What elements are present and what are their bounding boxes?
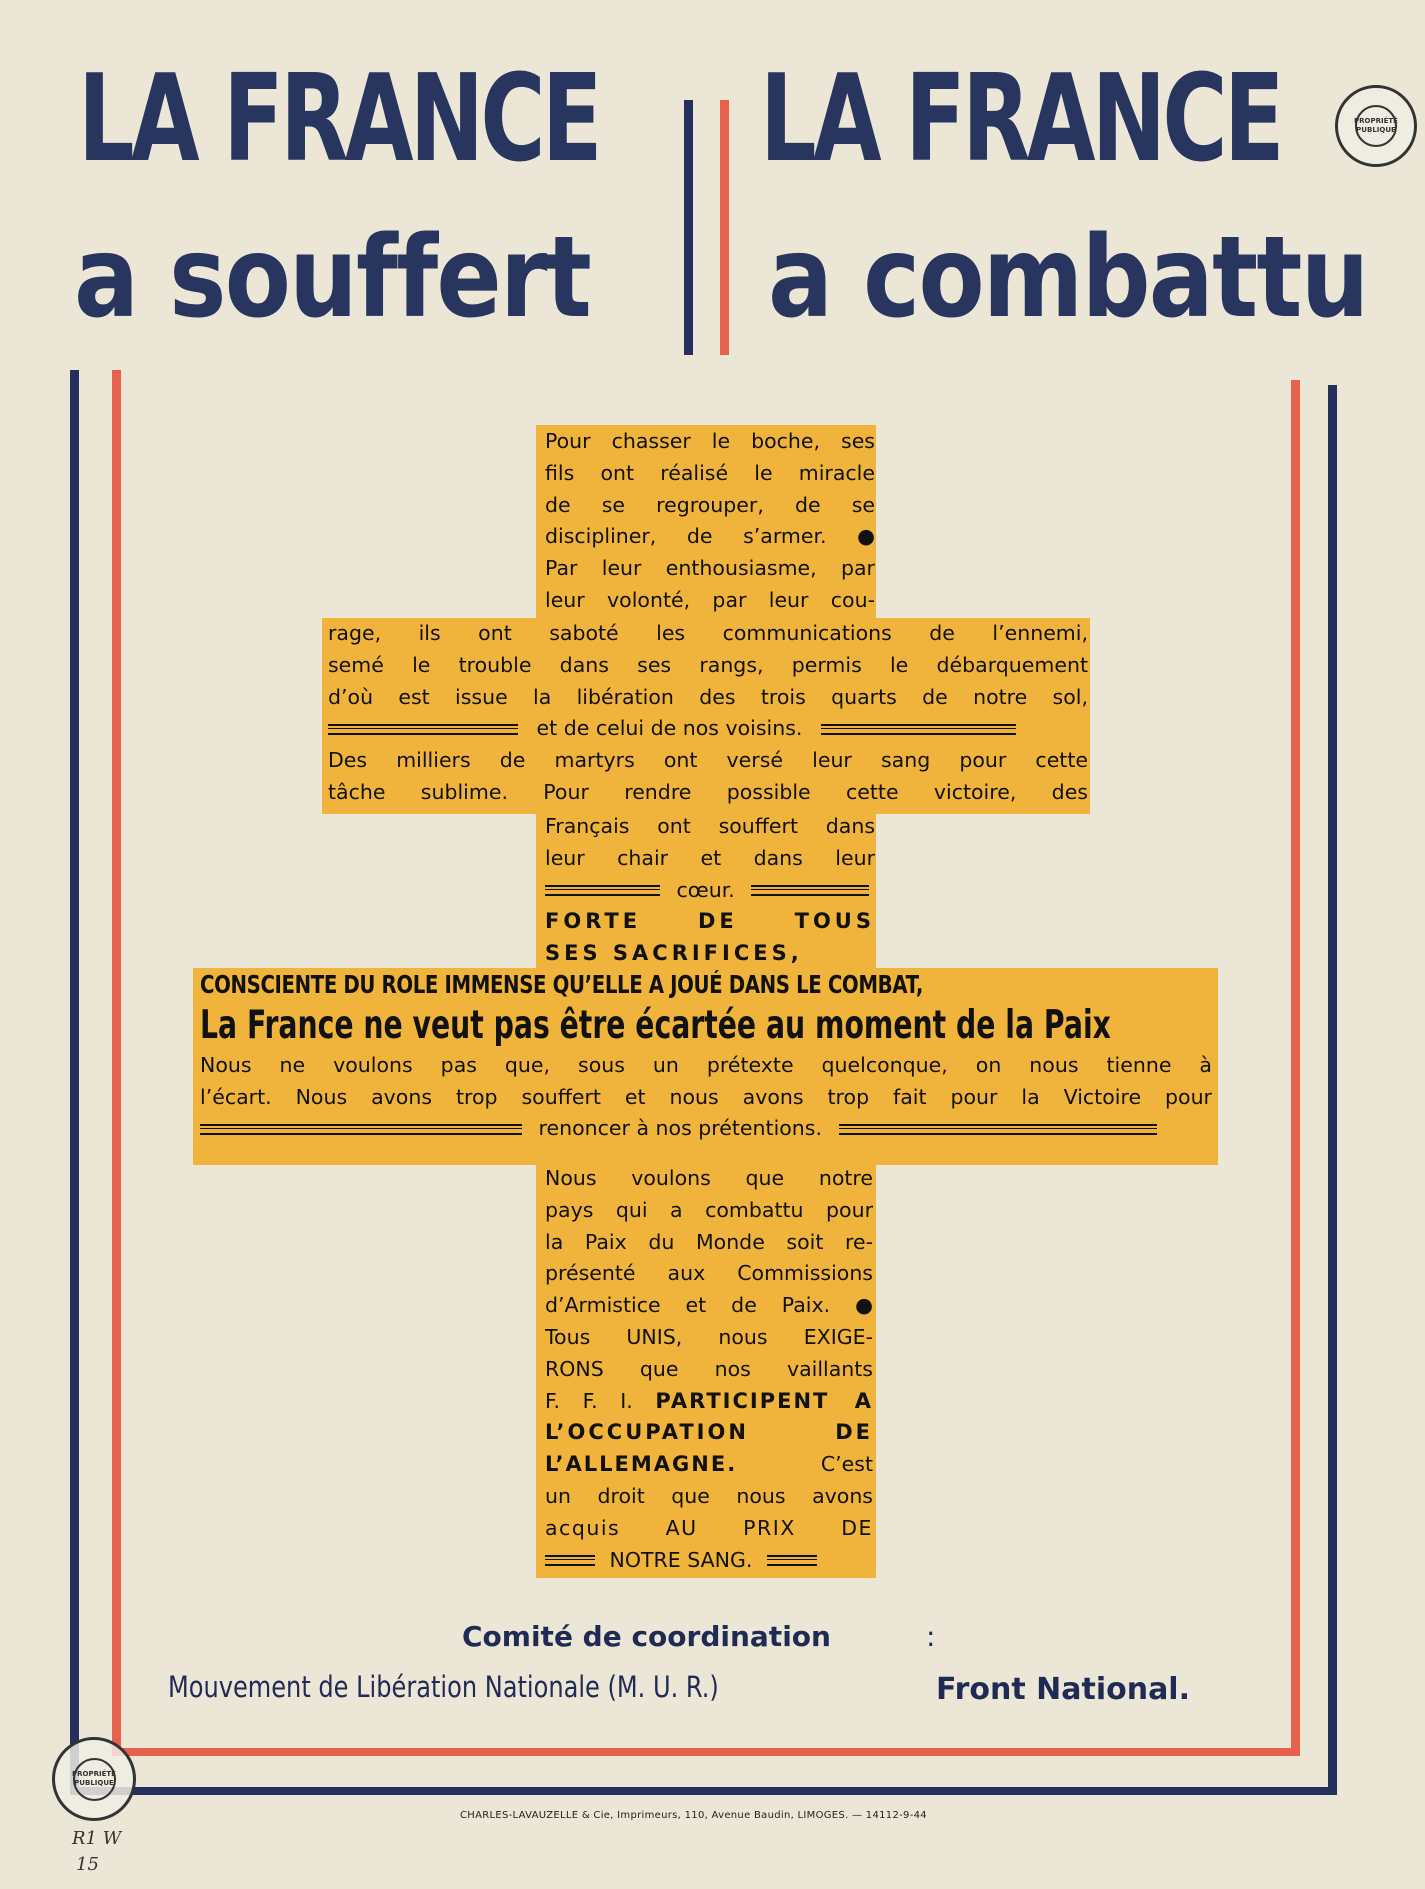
decorative-rule [545, 1555, 595, 1566]
text-line-with-rules [545, 875, 875, 907]
text-line: SES SACRIFICES, [545, 941, 803, 966]
headline-right-line1: LA FRANCE [760, 50, 1281, 189]
text-segment: NOTRE SANG. [609, 1547, 753, 1572]
text-line [545, 1386, 873, 1418]
text-segment: renoncer à nos prétentions. [538, 1116, 822, 1140]
text-line: RONS que nos vaillants [545, 1356, 873, 1381]
text-line: discipliner, de s’armer. ● [545, 524, 875, 549]
handwritten-reference-line2: 15 [76, 1854, 99, 1875]
org-mouvement-liberation: Mouvement de Libération Nationale (M. U. R.) [168, 1670, 719, 1704]
archive-stamp-top-right [1335, 85, 1417, 167]
cross-lower-arm-text [200, 968, 1212, 1145]
statement-main: La France ne veut pas être écartée au moment de la Paix [200, 1003, 1111, 1048]
headline-right-line2: a combattu [768, 213, 1368, 343]
decorative-rule [200, 1124, 522, 1135]
stamp-text: PROPRIÉTÉ PUBLIQUE [1354, 117, 1398, 134]
statement-caps: CONSCIENTE DU ROLE IMMENSE QU’ELLE A JOUÉ DANS LE COMBAT, [200, 970, 923, 999]
text-line: de se regrouper, de se [545, 492, 875, 517]
decorative-rule [751, 885, 869, 896]
text-line: semé le trouble dans ses rangs, permis le débarquement [328, 652, 1088, 677]
text-line: leur volonté, par leur cou- [545, 587, 875, 612]
text-segment-bold: PARTICIPENT A [655, 1388, 873, 1413]
text-line: Pour chasser le boche, ses [545, 429, 875, 453]
decorative-rule [545, 885, 660, 896]
text-line: présenté aux Commissions [545, 1261, 873, 1286]
decorative-rule [839, 1124, 1157, 1135]
text-line-with-rules [328, 713, 1088, 745]
text-segment: et de celui de nos voisins. [536, 716, 803, 741]
stamp-inner [73, 1758, 116, 1801]
frame-right-red [1291, 380, 1300, 1755]
cross-bottom-text [545, 1163, 873, 1576]
frame-left-navy [70, 370, 79, 1795]
committee-title: Comité de coordination [462, 1620, 831, 1653]
text-line: fils ont réalisé le miracle [545, 460, 875, 485]
text-line-with-rules [200, 1113, 1212, 1145]
archive-stamp-bottom-left [52, 1737, 136, 1821]
text-segment: C’est [737, 1452, 873, 1477]
text-line: Français ont souffert dans [545, 814, 875, 838]
text-line: Des milliers de martyrs ont versé leur sang pour cette [328, 748, 1088, 773]
decorative-rule [767, 1555, 817, 1566]
statement-body [200, 1050, 1212, 1145]
frame-bottom-red [112, 1748, 1300, 1756]
text-line: Nous voulons que notre [545, 1166, 873, 1190]
stamp-inner [1355, 105, 1397, 147]
text-line: Par leur enthousiasme, par [545, 556, 875, 581]
text-segment: F. F. I. [545, 1388, 656, 1413]
text-line: L’OCCUPATION DE [545, 1420, 873, 1445]
cross-top-text [545, 426, 875, 617]
text-line: pays qui a combattu pour [545, 1197, 873, 1222]
frame-bottom-navy [70, 1787, 1337, 1795]
decorative-rule [821, 724, 1016, 735]
text-segment-bold: L’ALLEMAGNE. [545, 1452, 738, 1477]
frame-left-red [112, 370, 121, 1755]
text-line: l’écart. Nous avons trop souffert et nous avons trop fait pour la Victoire pour [200, 1084, 1212, 1109]
text-line: acquis AU PRIX DE [545, 1515, 873, 1540]
text-line: leur chair et dans leur [545, 845, 875, 870]
text-line: la Paix du Monde soit re- [545, 1229, 873, 1254]
committee-colon: : [926, 1620, 936, 1653]
decorative-rule [328, 724, 518, 735]
text-line: Tous UNIS, nous EXIGE- [545, 1324, 873, 1349]
text-line: Nous ne voulons pas que, sous un prétexte quelconque, on nous tienne à [200, 1053, 1212, 1077]
handwritten-reference-line1: R1 W [72, 1828, 122, 1849]
headline-left-line1: LA FRANCE [78, 50, 599, 189]
text-line-with-rules [545, 1545, 873, 1577]
text-segment: cœur. [676, 877, 735, 902]
printer-imprint: CHARLES-LAVAUZELLE & Cie, Imprimeurs, 110, Avenue Baudin, LIMOGES. — 14112-9-44 [460, 1810, 927, 1821]
text-line: rage, ils ont saboté les communications de l’ennemi, [328, 621, 1088, 645]
divider-navy [684, 100, 693, 355]
text-line: tâche sublime. Pour rendre possible cette victoire, des [328, 779, 1088, 804]
text-line: d’Armistice et de Paix. ● [545, 1293, 873, 1318]
text-line: FORTE DE TOUS [545, 909, 875, 934]
text-line [545, 1449, 873, 1481]
text-line: un droit que nous avons [545, 1483, 873, 1508]
cross-middle-text [545, 811, 875, 970]
text-line: d’où est issue la libération des trois quarts de notre sol, [328, 684, 1088, 709]
stamp-text: PROPRIÉTÉ PUBLIQUE [72, 1770, 116, 1787]
headline-left-line2: a souffert [74, 213, 591, 343]
divider-red [720, 100, 729, 355]
cross-upper-arm-text [328, 618, 1088, 809]
org-front-national: Front National. [936, 1672, 1190, 1707]
frame-right-navy [1328, 385, 1337, 1795]
